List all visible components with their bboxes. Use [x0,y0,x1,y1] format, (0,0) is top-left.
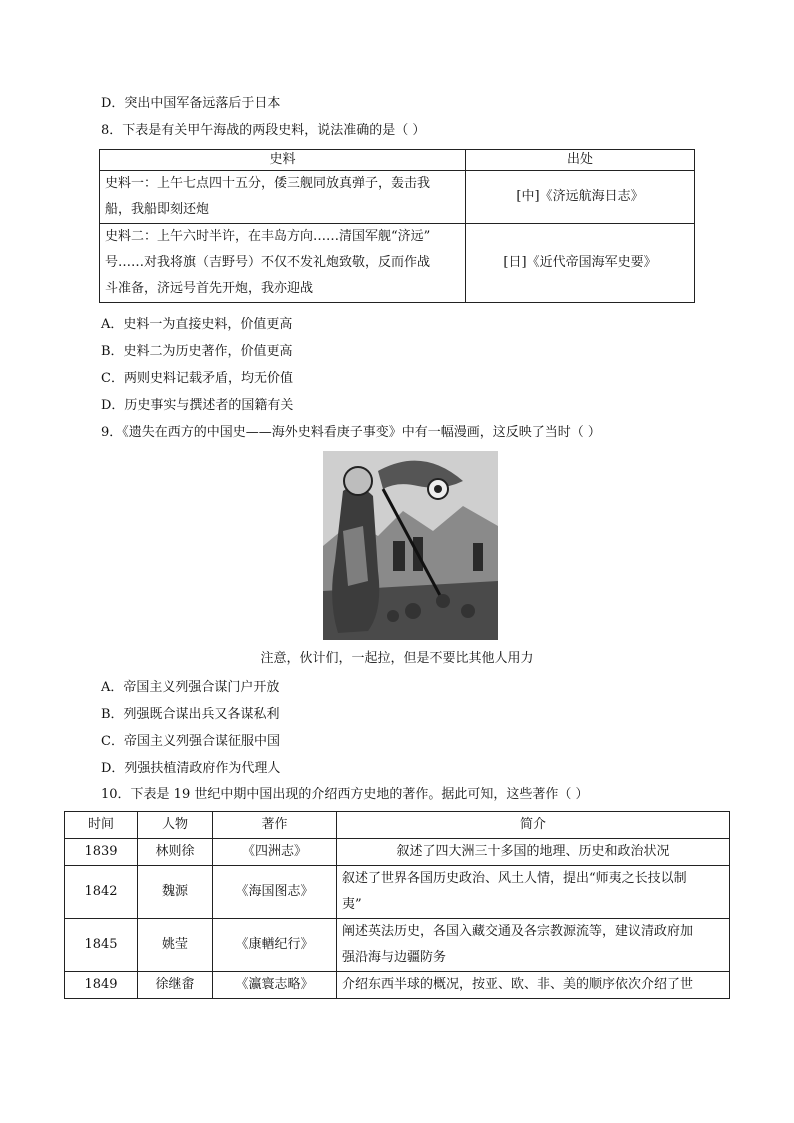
source-origin-cell: [中]《济远航海日志》 [466,171,695,224]
table-row [65,866,730,919]
text-line: 史料一：上午七点四十五分，倭三舰同放真弹子，轰击我 [105,176,431,191]
q8-option-d: D．历史事实与撰述者的国籍有关 [101,398,294,413]
header-cell: 人物 [138,812,213,839]
table-row [100,171,695,224]
q8-option-a: A．史料一为直接史料，价值更高 [101,317,293,332]
year-cell: 1842 [65,866,138,919]
q10-stem: 10．下表是 19 世纪中期中国出现的介绍西方史地的著作。据此可知，这些著作（ ） [101,787,589,802]
q9-option-c: C．帝国主义列强合谋征服中国 [101,734,280,749]
q10-works-table [64,811,730,999]
table-row [65,839,730,866]
description-cell: 介绍东西半球的概况，按亚、欧、非、美的顺序依次介绍了世 [337,972,730,999]
description-cell: 叙述了四大洲三十多国的地理、历史和政治状况 [337,839,730,866]
year-cell: 1849 [65,972,138,999]
person-cell: 姚莹 [138,919,213,972]
table-header-row [65,812,730,839]
text-line: 号……对我将旗（吉野号）不仅不发礼炮致敬，反而作战 [105,255,431,270]
header-cell: 出处 [466,150,695,171]
source-origin-cell: [日]《近代帝国海军史要》 [466,224,695,303]
year-cell: 1845 [65,919,138,972]
q8-option-b: B．史料二为历史著作，价值更高 [101,344,293,359]
text-line: 船，我船即刻还炮 [105,202,210,217]
q9-option-a: A．帝国主义列强合谋门户开放 [101,680,280,695]
text-line: 强沿海与边疆防务 [342,950,447,965]
table-row [65,972,730,999]
header-cell: 简介 [337,812,730,839]
q9-cartoon-caption: 注意，伙计们，一起拉，但是不要比其他人用力 [260,651,534,666]
q9-stem: 9．《遗失在西方的中国史——海外史料看庚子事变》中有一幅漫画，这反映了当时（ ） [101,425,601,440]
year-cell: 1839 [65,839,138,866]
text-line: 叙述了世界各国历史政治、风土人情，提出“师夷之长技以制 [342,871,687,886]
text-line: 阐述英法历史，各国入藏交通及各宗教源流等，建议清政府加 [342,924,694,939]
text-line: 夷” [342,897,362,912]
table-row [100,224,695,303]
cartoon-illustration-icon [323,451,498,640]
work-cell: 《四洲志》 [213,839,337,866]
description-cell [337,866,730,919]
source-text-cell [100,171,466,224]
work-cell: 《康輶纪行》 [213,919,337,972]
text-line: 史料二：上午六时半许，在丰岛方向……清国军舰“济远” [105,229,431,244]
q7-option-d: D．突出中国军备远落后于日本 [101,96,281,111]
table-row [65,919,730,972]
work-cell: 《海国图志》 [213,866,337,919]
header-cell: 著作 [213,812,337,839]
source-text-cell [100,224,466,303]
person-cell: 林则徐 [138,839,213,866]
q9-option-b: B．列强既合谋出兵又各谋私利 [101,707,280,722]
q8-stem: 8．下表是有关甲午海战的两段史料，说法准确的是（ ） [101,123,426,138]
header-cell: 史料 [100,150,466,171]
description-cell [337,919,730,972]
person-cell: 徐继畬 [138,972,213,999]
q8-option-c: C．两则史料记载矛盾，均无价值 [101,371,293,386]
text-line: 斗准备，济远号首先开炮，我亦迎战 [105,281,314,296]
header-cell: 时间 [65,812,138,839]
work-cell: 《瀛寰志略》 [213,972,337,999]
table-header-row [100,150,695,171]
q9-option-d: D．列强扶植清政府作为代理人 [101,761,281,776]
person-cell: 魏源 [138,866,213,919]
q8-source-table [99,149,695,303]
